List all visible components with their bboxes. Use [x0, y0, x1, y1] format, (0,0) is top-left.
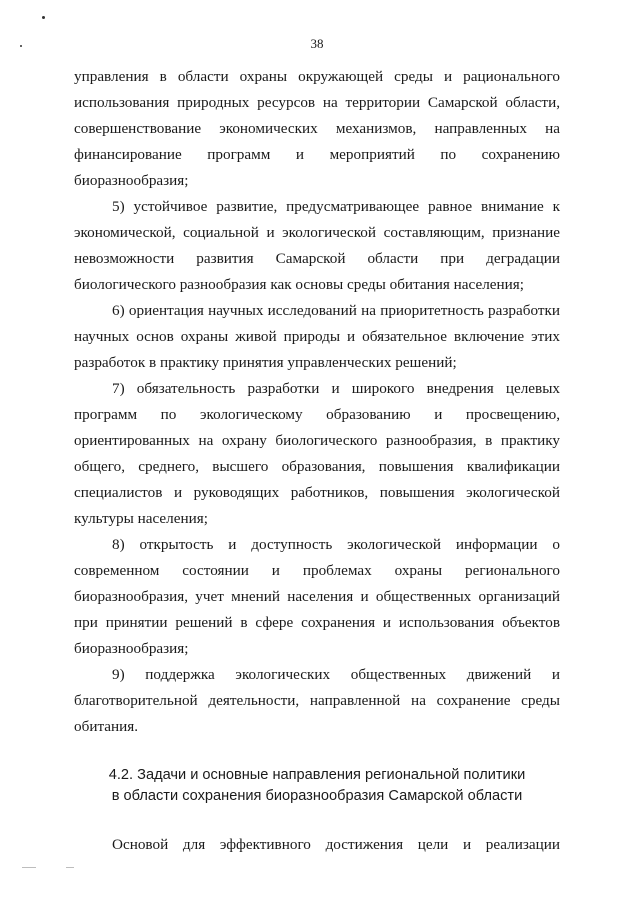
paragraph-item-9: 9) поддержка экологических общественных движений и благотворительной деятельности, направленной на сохранение среды обитания.	[74, 666, 560, 735]
page-number: 38	[310, 36, 324, 51]
paragraph-continuation: управления в области охраны окружающей среды и рационального использования природных ресурсов на территории Самарской области, совершенствование экономических механизмов, направленных на финансирование программ и мероприятий по сохранению биоразнообразия;	[74, 68, 560, 189]
paragraph-item-6: 6) ориентация научных исследований на приоритетность разработки научных основ охраны живой природы и обязательное включение этих разработок в практику принятия управленческих решений;	[74, 302, 560, 371]
scan-mark	[66, 867, 74, 868]
section-heading-line-1: 4.2. Задачи и основные направления региональной политики	[108, 767, 526, 783]
section-heading	[74, 765, 560, 807]
scan-speck	[42, 16, 45, 19]
document-body	[74, 64, 560, 858]
closing-paragraph: Основой для эффективного достижения цели и реализации	[112, 836, 560, 853]
paragraph-item-8: 8) открытость и доступность экологической информации о современном состоянии и проблемах охраны регионального биоразнообразия, учет мнений населения и общественных организаций при принятии решений в сфере сохранения и использования объектов биоразнообразия;	[74, 536, 560, 657]
paragraph-item-7: 7) обязательность разработки и широкого внедрения целевых программ по экологическому образованию и просвещению, ориентированных на охрану биологического разнообразия, в практику общего, среднего, высшего образования, повышения квалификации специалистов и руководящих работников, повышения экологической культуры населения;	[74, 380, 560, 527]
section-heading-line-2: в области сохранения биоразнообразия Самарской области	[111, 788, 523, 804]
scan-mark	[22, 867, 36, 868]
paragraph-item-5: 5) устойчивое развитие, предусматривающее равное внимание к экономической, социальной и экологической составляющим, признание невозможности развития Самарской области при деградации биологического разнообразия как основы среды обитания населения;	[74, 198, 560, 293]
